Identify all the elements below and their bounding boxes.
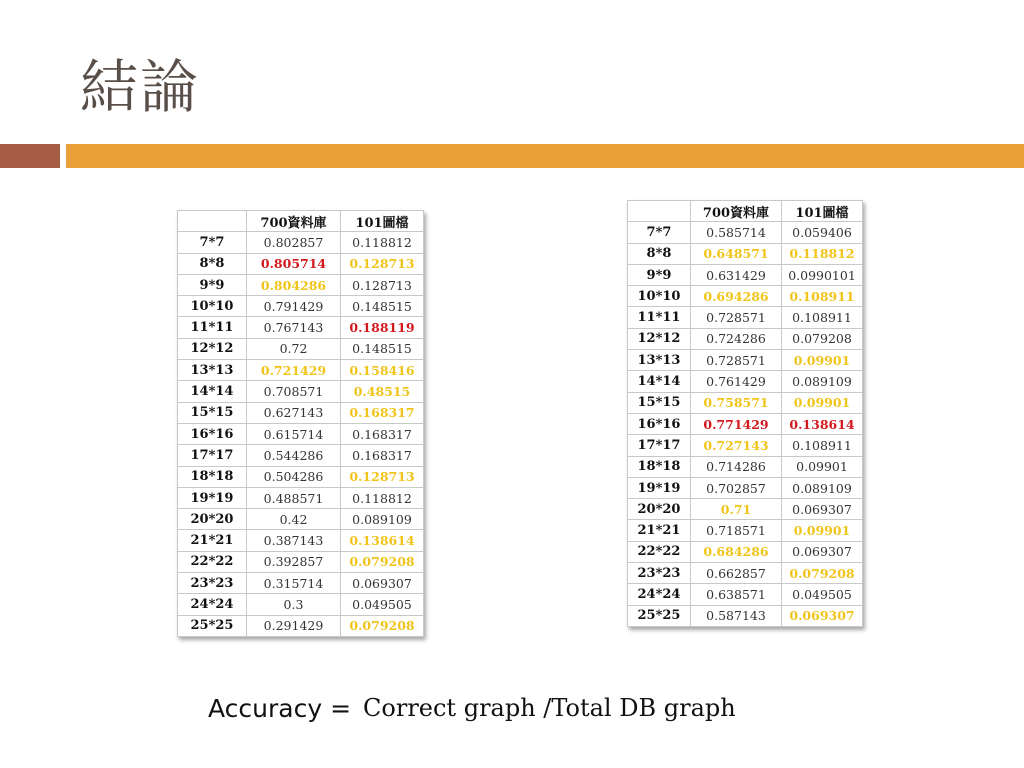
table-header-row (178, 211, 424, 232)
img101-value: 0.108911 (782, 286, 863, 307)
accuracy-formula (208, 688, 736, 728)
db700-value: 0.761429 (691, 371, 782, 392)
table-row (178, 445, 424, 466)
table-row (628, 371, 863, 392)
table-row (628, 286, 863, 307)
img101-value: 0.069307 (782, 605, 863, 626)
db700-value: 0.392857 (247, 551, 341, 572)
row-label: 15*15 (178, 402, 247, 423)
img101-value: 0.09901 (782, 392, 863, 413)
accuracy-table-right (627, 200, 863, 627)
table-row (628, 584, 863, 605)
header-db700: 700資料庫 (691, 201, 782, 222)
db700-value: 0.488571 (247, 487, 341, 508)
row-label: 13*13 (628, 350, 691, 371)
row-label: 8*8 (178, 253, 247, 274)
img101-value: 0.168317 (341, 402, 424, 423)
formula-lhs: Accuracy = (208, 693, 352, 723)
table-row (178, 402, 424, 423)
db700-value: 0.728571 (691, 307, 782, 328)
table-row (628, 477, 863, 498)
table-row (628, 392, 863, 413)
row-label: 24*24 (628, 584, 691, 605)
accuracy-table-left (177, 210, 424, 637)
img101-value: 0.089109 (782, 477, 863, 498)
db700-value: 0.631429 (691, 264, 782, 285)
row-label: 17*17 (628, 435, 691, 456)
accent-bar-left (0, 144, 60, 168)
row-label: 14*14 (178, 381, 247, 402)
db700-value: 0.585714 (691, 222, 782, 243)
table-row (178, 317, 424, 338)
img101-value: 0.089109 (782, 371, 863, 392)
table-row (178, 423, 424, 444)
row-label: 17*17 (178, 445, 247, 466)
header-img101: 101圖檔 (782, 201, 863, 222)
img101-value: 0.128713 (341, 466, 424, 487)
img101-value: 0.128713 (341, 253, 424, 274)
db700-value: 0.728571 (691, 350, 782, 371)
table-row (628, 435, 863, 456)
img101-value: 0.09901 (782, 350, 863, 371)
img101-value: 0.128713 (341, 274, 424, 295)
slide-title: 結論 (80, 53, 201, 121)
img101-value: 0.079208 (341, 615, 424, 636)
img101-value: 0.138614 (782, 413, 863, 434)
img101-value: 0.188119 (341, 317, 424, 338)
db700-value: 0.72 (247, 338, 341, 359)
img101-value: 0.118812 (782, 243, 863, 264)
db700-value: 0.662857 (691, 563, 782, 584)
table-row (628, 541, 863, 562)
db700-value: 0.805714 (247, 253, 341, 274)
header-corner (178, 211, 247, 232)
db700-value: 0.648571 (691, 243, 782, 264)
table-row (178, 509, 424, 530)
db700-value: 0.702857 (691, 477, 782, 498)
row-label: 22*22 (628, 541, 691, 562)
db700-value: 0.718571 (691, 520, 782, 541)
db700-value: 0.71 (691, 499, 782, 520)
row-label: 7*7 (628, 222, 691, 243)
row-label: 23*23 (178, 573, 247, 594)
img101-value: 0.158416 (341, 360, 424, 381)
db700-value: 0.708571 (247, 381, 341, 402)
db700-value: 0.638571 (691, 584, 782, 605)
table-row (628, 350, 863, 371)
img101-value: 0.069307 (341, 573, 424, 594)
table-row (628, 413, 863, 434)
img101-value: 0.09901 (782, 456, 863, 477)
row-label: 24*24 (178, 594, 247, 615)
db700-value: 0.802857 (247, 232, 341, 253)
img101-value: 0.108911 (782, 435, 863, 456)
formula-rhs: Correct graph /Total DB graph (363, 694, 736, 722)
db700-value: 0.291429 (247, 615, 341, 636)
table-row (178, 466, 424, 487)
row-label: 15*15 (628, 392, 691, 413)
row-label: 11*11 (628, 307, 691, 328)
img101-value: 0.079208 (782, 563, 863, 584)
row-label: 14*14 (628, 371, 691, 392)
db700-value: 0.721429 (247, 360, 341, 381)
img101-value: 0.089109 (341, 509, 424, 530)
img101-value: 0.168317 (341, 423, 424, 444)
table-row (178, 573, 424, 594)
img101-value: 0.138614 (341, 530, 424, 551)
table-row (178, 296, 424, 317)
row-label: 20*20 (628, 499, 691, 520)
row-label: 16*16 (178, 423, 247, 444)
row-label: 8*8 (628, 243, 691, 264)
db700-value: 0.771429 (691, 413, 782, 434)
row-label: 10*10 (178, 296, 247, 317)
img101-value: 0.049505 (782, 584, 863, 605)
db700-value: 0.758571 (691, 392, 782, 413)
img101-value: 0.148515 (341, 338, 424, 359)
table-row (178, 338, 424, 359)
table-row (178, 594, 424, 615)
table-row (628, 307, 863, 328)
db700-value: 0.714286 (691, 456, 782, 477)
db700-value: 0.694286 (691, 286, 782, 307)
table-row (628, 520, 863, 541)
img101-value: 0.0990101 (782, 264, 863, 285)
table-row (628, 605, 863, 626)
table-row (178, 253, 424, 274)
row-label: 18*18 (628, 456, 691, 477)
table-row (178, 487, 424, 508)
row-label: 9*9 (628, 264, 691, 285)
row-label: 11*11 (178, 317, 247, 338)
img101-value: 0.079208 (341, 551, 424, 572)
img101-value: 0.069307 (782, 499, 863, 520)
table-row (178, 551, 424, 572)
db700-value: 0.684286 (691, 541, 782, 562)
db700-value: 0.42 (247, 509, 341, 530)
row-label: 19*19 (628, 477, 691, 498)
table-row (628, 563, 863, 584)
img101-value: 0.059406 (782, 222, 863, 243)
db700-value: 0.3 (247, 594, 341, 615)
row-label: 9*9 (178, 274, 247, 295)
table-row (178, 232, 424, 253)
img101-value: 0.049505 (341, 594, 424, 615)
db700-value: 0.544286 (247, 445, 341, 466)
db700-value: 0.727143 (691, 435, 782, 456)
table-row (178, 274, 424, 295)
table-row (628, 456, 863, 477)
db700-value: 0.724286 (691, 328, 782, 349)
row-label: 25*25 (178, 615, 247, 636)
row-label: 16*16 (628, 413, 691, 434)
db700-value: 0.791429 (247, 296, 341, 317)
img101-value: 0.168317 (341, 445, 424, 466)
row-label: 12*12 (628, 328, 691, 349)
table-row (178, 360, 424, 381)
row-label: 10*10 (628, 286, 691, 307)
row-label: 22*22 (178, 551, 247, 572)
row-label: 21*21 (628, 520, 691, 541)
db700-value: 0.587143 (691, 605, 782, 626)
table-row (628, 222, 863, 243)
table-row (628, 264, 863, 285)
db700-value: 0.615714 (247, 423, 341, 444)
img101-value: 0.079208 (782, 328, 863, 349)
row-label: 20*20 (178, 509, 247, 530)
row-label: 25*25 (628, 605, 691, 626)
table-row (178, 381, 424, 402)
db700-value: 0.315714 (247, 573, 341, 594)
header-corner (628, 201, 691, 222)
row-label: 19*19 (178, 487, 247, 508)
db700-value: 0.627143 (247, 402, 341, 423)
table-header-row (628, 201, 863, 222)
img101-value: 0.48515 (341, 381, 424, 402)
img101-value: 0.148515 (341, 296, 424, 317)
row-label: 23*23 (628, 563, 691, 584)
img101-value: 0.118812 (341, 487, 424, 508)
db700-value: 0.387143 (247, 530, 341, 551)
table-row (178, 530, 424, 551)
table-row (628, 328, 863, 349)
img101-value: 0.069307 (782, 541, 863, 562)
header-img101: 101圖檔 (341, 211, 424, 232)
img101-value: 0.108911 (782, 307, 863, 328)
db700-value: 0.504286 (247, 466, 341, 487)
img101-value: 0.09901 (782, 520, 863, 541)
table-row (178, 615, 424, 636)
row-label: 7*7 (178, 232, 247, 253)
table-row (628, 243, 863, 264)
row-label: 18*18 (178, 466, 247, 487)
accent-bar-right (66, 144, 1024, 168)
header-db700: 700資料庫 (247, 211, 341, 232)
row-label: 12*12 (178, 338, 247, 359)
table-row (628, 499, 863, 520)
row-label: 21*21 (178, 530, 247, 551)
img101-value: 0.118812 (341, 232, 424, 253)
db700-value: 0.767143 (247, 317, 341, 338)
row-label: 13*13 (178, 360, 247, 381)
db700-value: 0.804286 (247, 274, 341, 295)
